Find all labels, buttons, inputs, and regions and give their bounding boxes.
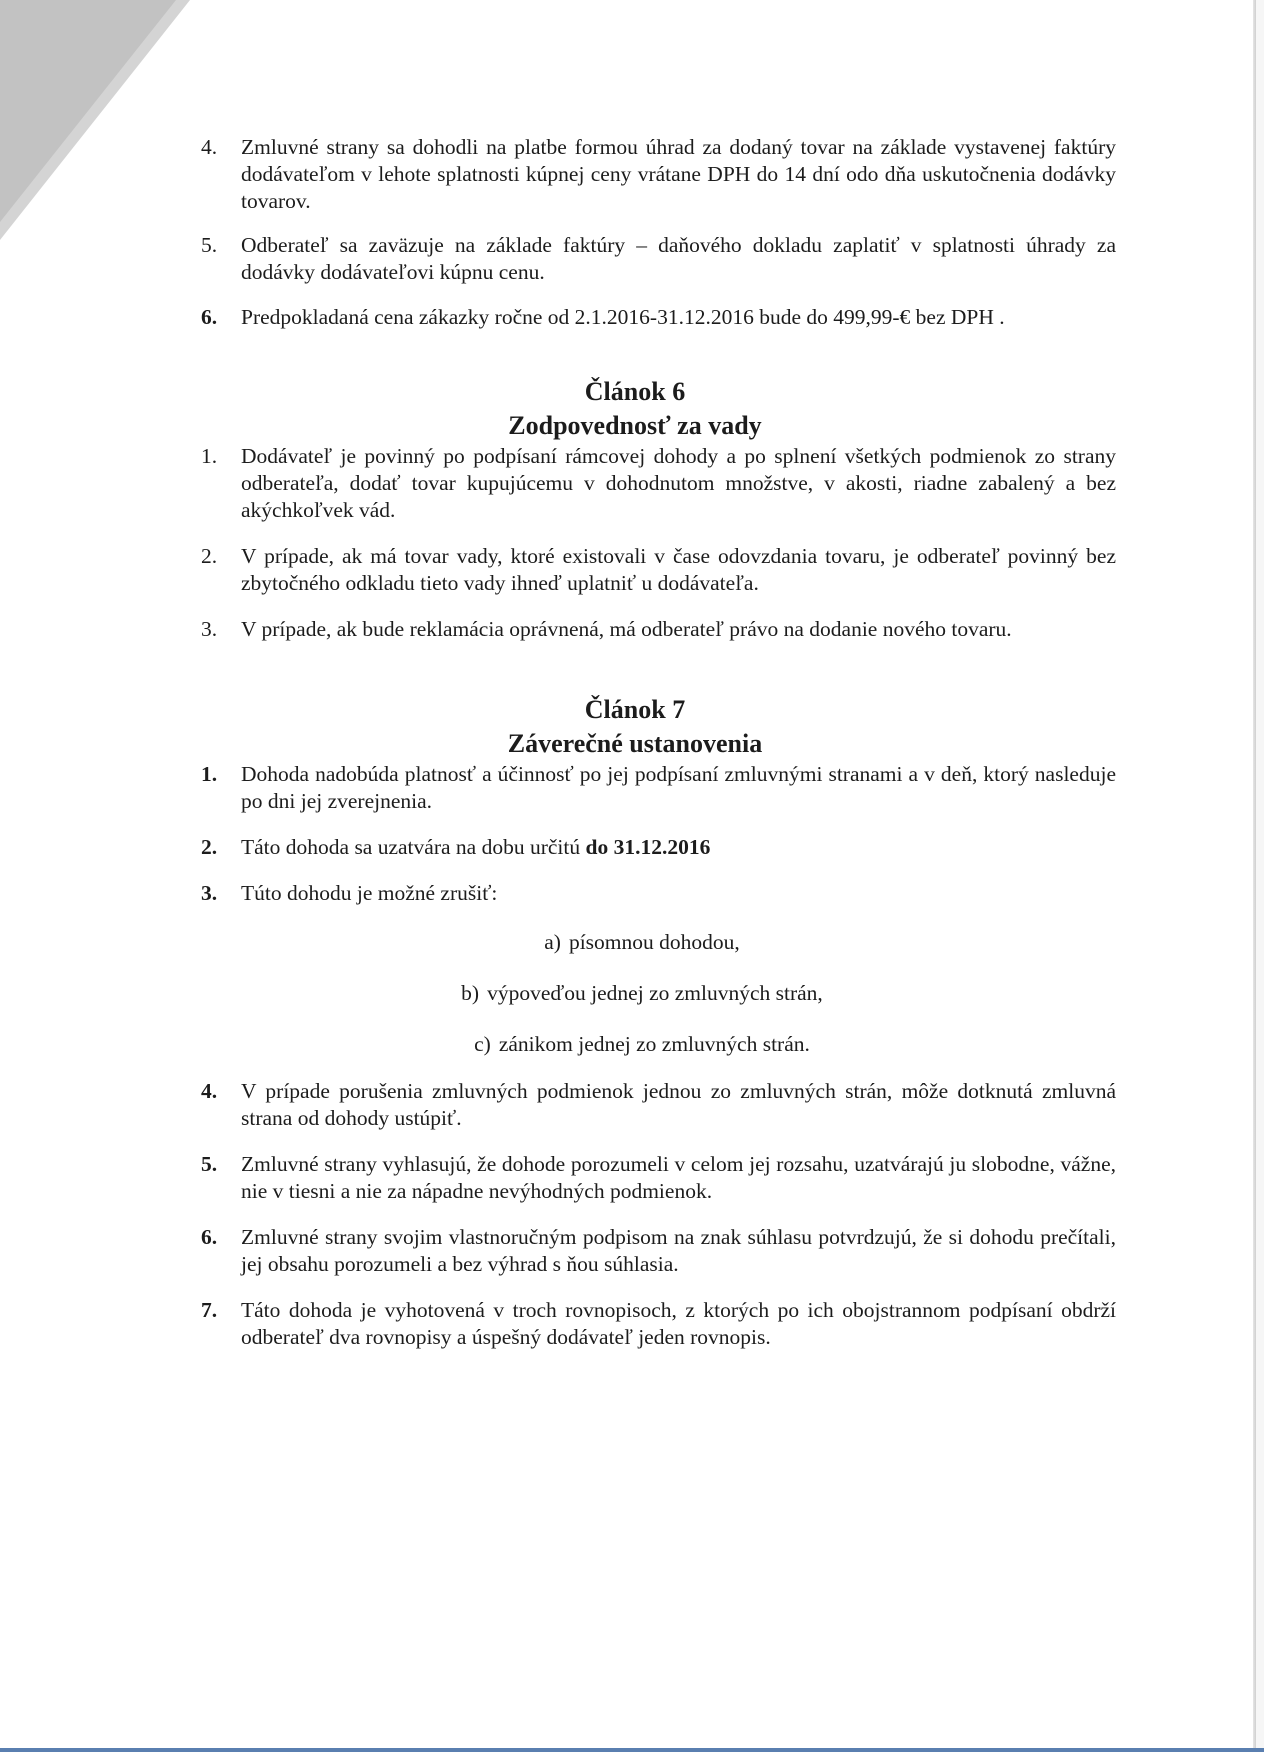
clause-text: Odberateľ sa zaväzuje na základe faktúry – daňového dokladu zaplatiť v splatnosti úhrady za dodávky dodávateľovi kúpnu cenu. bbox=[241, 233, 1116, 284]
clause-number: 2. bbox=[201, 835, 218, 859]
clause-text: V prípade, ak má tovar vady, ktoré existovali v čase odovzdania tovaru, je odberateľ povinný bez zbytočného odkladu tieto vady ihneď uplatniť u dodávateľa. bbox=[241, 544, 1116, 595]
article-7-clause-5 bbox=[0, 1151, 1116, 1205]
clause-number: 5. bbox=[201, 233, 218, 257]
subitem-b bbox=[0, 980, 1264, 1007]
clause-text: Dodávateľ je povinný po podpísaní rámcovej dohody a po splnení všetkých podmienok zo strany odberateľa, dodať tovar kupujúcemu v dohodnutom množstve, v akosti, riadne zabalený a bez akýchkoľvek vád. bbox=[241, 444, 1116, 522]
article-7-clause-2 bbox=[0, 834, 1116, 861]
clause-number: 3. bbox=[201, 617, 218, 641]
subitem-a bbox=[0, 929, 1264, 956]
article-6-title: Zodpovednosť za vady bbox=[508, 411, 762, 440]
clause-text: V prípade, ak bude reklamácia oprávnená, má odberateľ právo na dodanie nového tovaru. bbox=[241, 617, 1012, 641]
subitem-index: b) bbox=[461, 981, 480, 1005]
article-6-heading: Článok 6 bbox=[584, 377, 686, 406]
clause-number: 1. bbox=[201, 762, 218, 786]
clause-text: Zmluvné strany vyhlasujú, že dohode porozumeli v celom jej rozsahu, uzatvárajú ju slobodne, vážne, nie v tiesni a nie za nápadne nevýhodných podmienok. bbox=[241, 1152, 1116, 1203]
clause-text: Predpokladaná cena zákazky ročne od 2.1.2016-31.12.2016 bude do 499,99-€ bez DPH . bbox=[241, 305, 1005, 329]
subitem-index: c) bbox=[474, 1032, 491, 1056]
clause-text: Táto dohoda sa uzatvára na dobu určitú bbox=[241, 835, 586, 859]
article-7-clause-1 bbox=[0, 761, 1116, 815]
clause-6 bbox=[0, 304, 1116, 331]
clause-number: 7. bbox=[201, 1298, 218, 1322]
subitem-text: zánikom jednej zo zmluvných strán. bbox=[498, 1032, 810, 1056]
subitem-c bbox=[0, 1031, 1264, 1058]
scan-bottom-edge bbox=[0, 1748, 1264, 1752]
clause-5 bbox=[0, 232, 1116, 286]
clause-number: 4. bbox=[201, 135, 218, 159]
clause-text: Táto dohoda je vyhotovená v troch rovnopisoch, z ktorých po ich obojstrannom podpísaní obdrží odberateľ dva rovnopisy a úspešný dodávateľ jeden rovnopis. bbox=[241, 1298, 1116, 1349]
clause-text: Zmluvné strany svojim vlastnoručným podpisom na znak súhlasu potvrdzujú, že si dohodu prečítali, jej obsahu porozumeli a bez výhrad s ňou súhlasia. bbox=[241, 1225, 1116, 1276]
clause-number: 3. bbox=[201, 881, 218, 905]
article-7-title: Záverečné ustanovenia bbox=[507, 729, 763, 758]
clause-text: Dohoda nadobúda platnosť a účinnosť po jej podpísaní zmluvnými stranami a v deň, ktorý nasleduje po dni jej zverejnenia. bbox=[241, 762, 1116, 813]
article-6-clause-2 bbox=[0, 543, 1116, 597]
document-page bbox=[0, 134, 1264, 1370]
subitem-text: písomnou dohodou, bbox=[568, 930, 740, 954]
clause-date-bold: do 31.12.2016 bbox=[585, 835, 711, 859]
subitem-text: výpoveďou jednej zo zmluvných strán, bbox=[487, 981, 823, 1005]
clause-number: 6. bbox=[201, 1225, 218, 1249]
clause-text: Túto dohodu je možné zrušiť: bbox=[241, 881, 498, 905]
clause-number: 4. bbox=[201, 1079, 218, 1103]
clause-text: Zmluvné strany sa dohodli na platbe formou úhrad za dodaný tovar na základe vystavenej faktúry dodávateľom v lehote splatnosti kúpnej ceny vrátane DPH do 14 dní odo dňa uskutočnenia dodávky tovarov. bbox=[241, 135, 1116, 213]
article-7-clause-6 bbox=[0, 1224, 1116, 1278]
article-7-clause-4 bbox=[0, 1078, 1116, 1132]
clause-number: 1. bbox=[201, 444, 218, 468]
subitem-index: a) bbox=[544, 930, 561, 954]
clause-text: V prípade porušenia zmluvných podmienok jednou zo zmluvných strán, môže dotknutá zmluvná strana od dohody ustúpiť. bbox=[241, 1079, 1116, 1130]
clause-number: 6. bbox=[201, 305, 218, 329]
clause-number: 2. bbox=[201, 544, 218, 568]
clause-4 bbox=[0, 134, 1116, 215]
article-6-clause-3 bbox=[0, 616, 1116, 643]
article-7-clause-3 bbox=[0, 880, 1116, 907]
article-6-clause-1 bbox=[0, 443, 1116, 524]
clause-number: 5. bbox=[201, 1152, 218, 1176]
article-7-clause-7 bbox=[0, 1297, 1116, 1351]
article-7-heading: Článok 7 bbox=[584, 695, 686, 724]
